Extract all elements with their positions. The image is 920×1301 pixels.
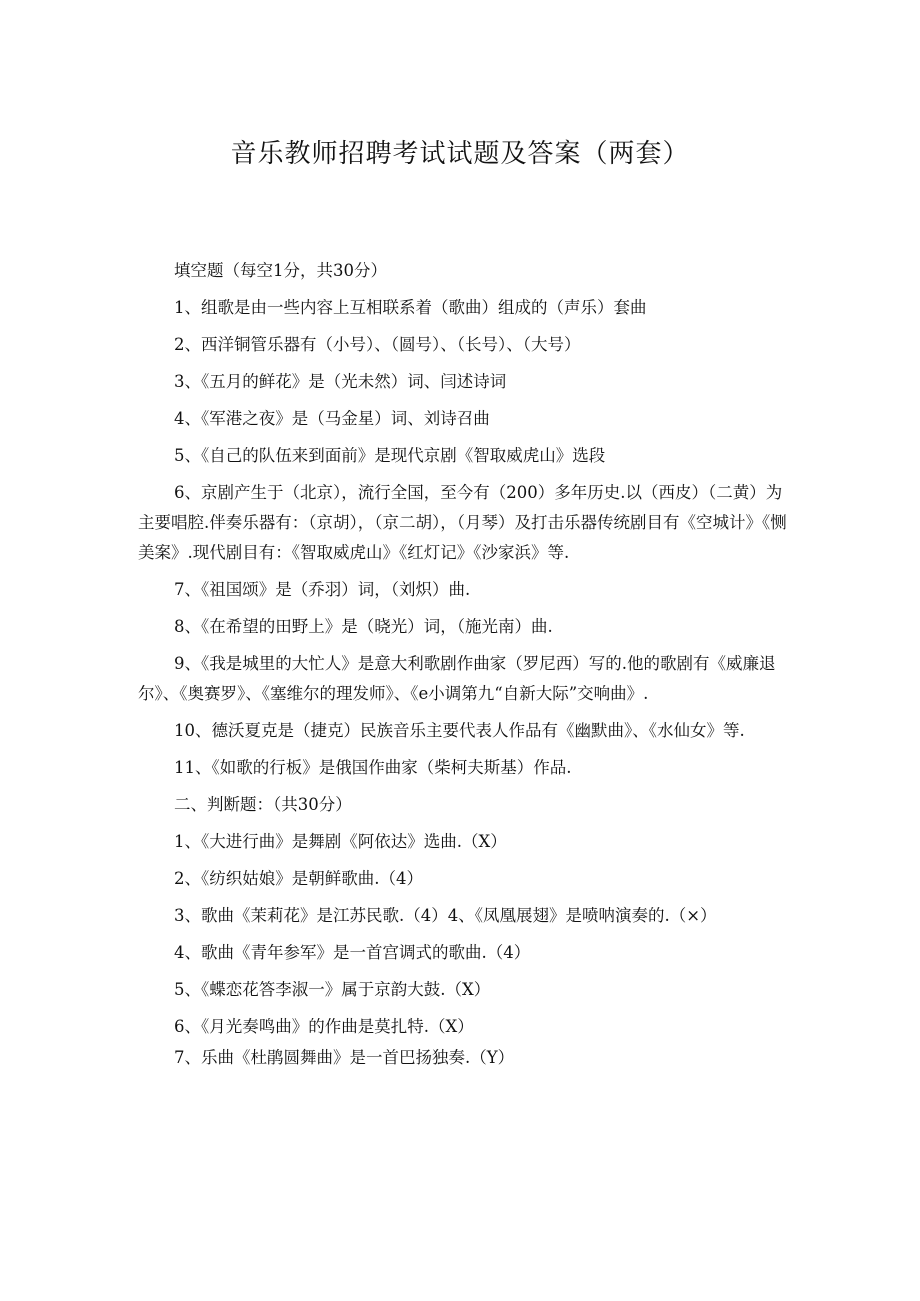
true-false-item-7: 7、乐曲《杜鹃圆舞曲》是一首巴扬独奏.（Y） bbox=[174, 1048, 515, 1067]
true-false-item-6: 6、《月光奏鸣曲》的作曲是莫扎特.（X） bbox=[174, 1017, 474, 1036]
fill-blank-item-4: 4、《军港之夜》是（马金星）词、刘诗召曲 bbox=[174, 409, 490, 428]
true-false-item-3: 3、歌曲《茉莉花》是江苏民歌.（4）4、《凤凰展翅》是喷呐演奏的.（×） bbox=[174, 906, 717, 925]
fill-blank-item-5: 5、《自己的队伍来到面前》是现代京剧《智取威虎山》选段 bbox=[174, 446, 606, 465]
fill-blank-item-10: 10、德沃夏克是（捷克）民族音乐主要代表人作品有《幽默曲》、《水仙女》等. bbox=[174, 721, 745, 740]
true-false-item-4: 4、歌曲《青年参军》是一首宫调式的歌曲.（4） bbox=[174, 943, 531, 962]
fill-blank-item-6: 6、京剧产生于（北京），流行全国，至今有（200）多年历史.以（西皮）（二黄）为主要唱腔.伴奏乐器有：（京胡），（京二胡），（月琴）及打击乐器传统剧目有《空城计》《恻美案》.现代剧目有：《智取威虎山》《红灯记》《沙家浜》等. bbox=[138, 483, 787, 562]
true-false-item-1: 1、《大进行曲》是舞剧《阿依达》选曲.（X） bbox=[174, 832, 507, 851]
document-body bbox=[138, 256, 794, 1080]
section-heading-fill-blank: 填空题（每空1分，共30分） bbox=[174, 261, 387, 280]
true-false-item-2: 2、《纺织姑娘》是朝鲜歌曲.（4） bbox=[174, 869, 423, 888]
section-heading-true-false: 二、判断题：（共30分） bbox=[174, 795, 352, 814]
fill-blank-item-8: 8、《在希望的田野上》是（晓光）词，（施光南）曲. bbox=[174, 617, 553, 636]
fill-blank-item-2: 2、西洋铜管乐器有（小号）、（圆号）、（长号）、（大号） bbox=[174, 335, 581, 354]
fill-blank-item-11: 11、《如歌的行板》是俄国作曲家（柴柯夫斯基）作品. bbox=[174, 758, 572, 777]
document-title: 音乐教师招聘考试试题及答案（两套） bbox=[230, 139, 690, 169]
fill-blank-item-3: 3、《五月的鲜花》是（光未然）词、闫述诗词 bbox=[174, 372, 507, 391]
true-false-item-5: 5、《蝶恋花答李淑一》属于京韵大鼓.（X） bbox=[174, 980, 491, 999]
fill-blank-item-7: 7、《祖国颂》是（乔羽）词，（刘炽）曲. bbox=[174, 580, 471, 599]
fill-blank-item-9: 9、《我是城里的大忙人》是意大利歌剧作曲家（罗尼西）写的.他的歌剧有《威廉退尔》、《奥赛罗》、《塞维尔的理发师》、《e小调第九“自新大际”交响曲》. bbox=[138, 654, 776, 703]
fill-blank-item-1: 1、组歌是由一些内容上互相联系着（歌曲）组成的（声乐）套曲 bbox=[174, 298, 647, 317]
